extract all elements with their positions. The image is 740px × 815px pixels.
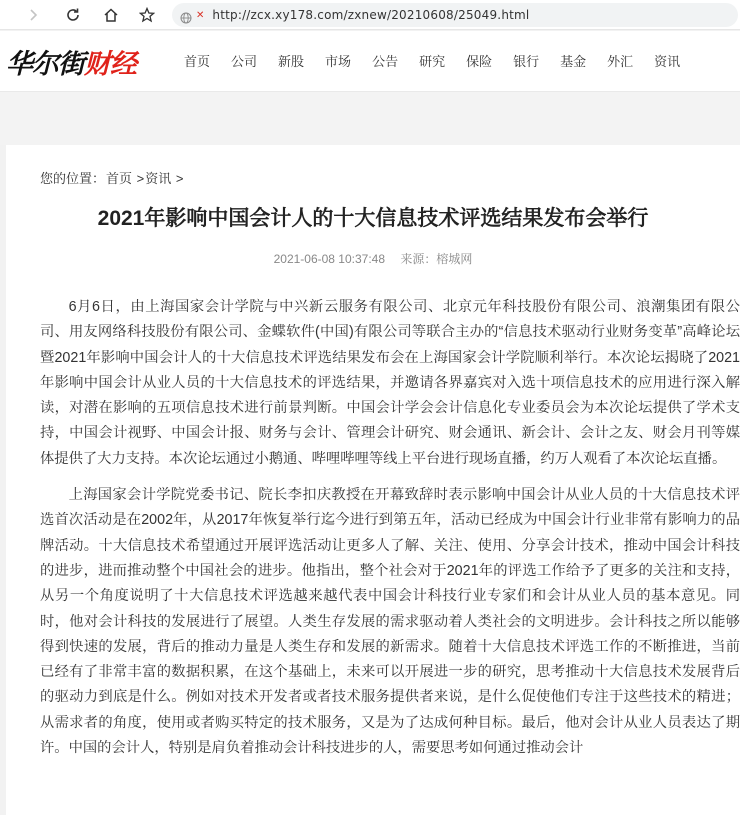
nav-item-news[interactable]: 资讯: [654, 54, 681, 69]
nav-item-company[interactable]: 公司: [231, 54, 258, 69]
article-panel: [6, 145, 740, 815]
breadcrumb: [40, 168, 184, 187]
breadcrumb-separator: >: [133, 171, 145, 186]
breadcrumb-section-link[interactable]: 资讯: [145, 171, 172, 186]
logo-text-black: 华尔街: [6, 48, 84, 80]
forward-icon[interactable]: [18, 0, 48, 30]
article-source: 来源：榕城网: [400, 252, 473, 266]
main-nav: [184, 51, 701, 70]
article-date: 2021-06-08 10:37:48: [273, 252, 386, 266]
breadcrumb-label: 您的位置：: [40, 171, 106, 186]
nav-item-home[interactable]: 首页: [184, 54, 211, 69]
site-logo[interactable]: [6, 41, 136, 81]
nav-item-ipo[interactable]: 新股: [278, 54, 305, 69]
browser-toolbar: [0, 0, 740, 30]
nav-item-market[interactable]: 市场: [325, 54, 352, 69]
url-text[interactable]: http://zcx.xy178.com/zxnew/20210608/25049.html: [212, 8, 530, 22]
nav-item-bank[interactable]: 银行: [513, 54, 540, 69]
nav-item-announcement[interactable]: 公告: [372, 54, 399, 69]
logo-text-red: 财经: [84, 48, 136, 80]
article-body: [40, 295, 740, 772]
globe-icon: [180, 9, 192, 21]
nav-item-fund[interactable]: 基金: [560, 54, 587, 69]
article-title: 2021年影响中国会计人的十大信息技术评选结果发布会举行: [97, 207, 649, 230]
not-secure-icon: ✕: [196, 9, 205, 21]
header-divider-band: [0, 91, 740, 145]
article-meta: [6, 250, 740, 267]
site-header: [0, 31, 740, 91]
nav-item-research[interactable]: 研究: [419, 54, 446, 69]
article-paragraph: 6月6日，由上海国家会计学院与中兴新云服务有限公司、北京元年科技股份有限公司、浪潮集团有限公司、用友网络科技股份有限公司、金蝶软件(中国)有限公司等联合主办的“信息技术驱动行业财务变革”高峰论坛暨2021年影响中国会计人的十大信息技术评选结果发布会在上海国家会计学院顺利举行。本次论坛揭晓了2021年影响中国会计从业人员的十大信息技术的评选结果，并邀请各界嘉宾对入选十项信息技术的应用进行深入解读，对潜在影响的五项信息技术进行前景判断。中国会计学会会计信息化专业委员会为本次论坛提供了学术支持，中国会计视野、中国会计报、财务与会计、管理会计研究、财会通讯、新会计、会计之友、财会月刊等媒体提供了大力支持。本次论坛通过小鹅通、哔哩哔哩等线上平台进行现场直播，约万人观看了本次论坛直播。: [40, 299, 740, 467]
nav-item-forex[interactable]: 外汇: [607, 54, 634, 69]
breadcrumb-separator: >: [172, 171, 184, 186]
home-icon[interactable]: [96, 0, 126, 30]
address-bar[interactable]: [172, 3, 738, 27]
reload-icon[interactable]: [58, 0, 88, 30]
breadcrumb-home-link[interactable]: 首页: [106, 171, 133, 186]
article-paragraph: 上海国家会计学院党委书记、院长李扣庆教授在开幕致辞时表示影响中国会计从业人员的十大信息技术评选首次活动是在2002年，从2017年恢复举行迄今进行到第五年，活动已经成为中国会计行业非常有影响力的品牌活动。十大信息技术希望通过开展评选活动让更多人了解、关注、使用、分享会计技术，推动中国会计科技的进步，进而推动整个中国社会的进步。他指出，整个社会对于2021年的评选工作给予了更多的关注和支持，从另一个角度说明了十大信息技术评选越来越代表中国会计科技行业专家们和会计从业人员的基本意见。同时，他对会计科技的发展进行了展望。人类生存发展的需求驱动着人类社会的文明进步。会计科技之所以能够得到快速的发展，背后的推动力量是人类生存和发展的新需求。随着十大信息技术评选工作的不断推进，当前已经有了非常丰富的数据积累，在这个基础上，未来可以开展进一步的研究，思考推动十大信息技术发展背后的驱动力到底是什么。例如对技术开发者或者技术服务提供者来说，是什么促使他们专注于这些技术的精进；从需求者的角度，使用或者购买特定的技术服务，又是为了达成何种目标。最后，他对会计从业人员表达了期许。中国的会计人，特别是肩负着推动会计科技进步的人，需要思考如何通过推动会计: [40, 487, 740, 757]
nav-item-insurance[interactable]: 保险: [466, 54, 493, 69]
bookmark-star-icon[interactable]: [132, 0, 162, 30]
